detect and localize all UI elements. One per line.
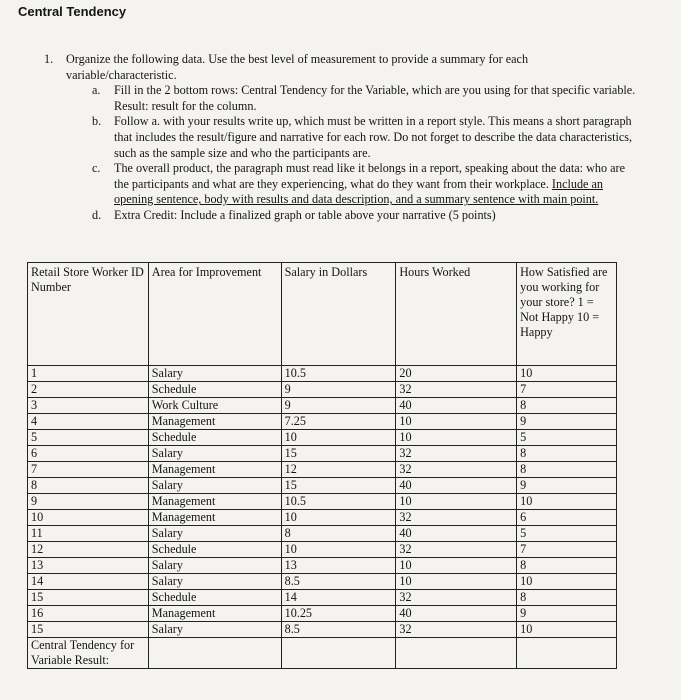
cell-area: Schedule (148, 590, 281, 606)
table-row (28, 510, 617, 526)
cell-worker-id: 2 (28, 382, 149, 398)
item-text: Follow a. with your results write up, which must be written in a report style. This means a short paragraph that includes the result/figure and narrative for each row. Do not forget to describe the data characteristics, such as the sample size and who the participants are. (114, 114, 633, 160)
table-row (28, 542, 617, 558)
header-salary: Salary in Dollars (281, 263, 396, 366)
cell-hours: 40 (396, 478, 517, 494)
item-text (114, 161, 640, 208)
cell-worker-id: 1 (28, 366, 149, 382)
question-number: 1. (44, 52, 54, 66)
cell-satisfaction: 10 (517, 366, 617, 382)
instruction-item-c (92, 161, 640, 208)
cell-hours: 40 (396, 398, 517, 414)
cell-salary: 13 (281, 558, 396, 574)
item-text-plain: The overall product, the paragraph must read like it belongs in a report, speaking about the data: who are the participants and what are they experiencing, what do they want from their workplace. (114, 161, 626, 191)
cell-hours: 32 (396, 510, 517, 526)
cell-salary: 8.5 (281, 574, 396, 590)
cell-hours: 10 (396, 430, 517, 446)
item-text-underlined: Include an opening sentence, body with results and data description, and a summary sentence with main point. (114, 176, 604, 207)
table-row (28, 574, 617, 590)
cell-area: Schedule (148, 382, 281, 398)
cell-satisfaction: 8 (517, 398, 617, 414)
cell-hours: 32 (396, 590, 517, 606)
cell-hours: 10 (396, 414, 517, 430)
header-satisfaction: How Satisfied are you working for your store? 1 = Not Happy 10 = Happy (517, 263, 617, 366)
ct-salary-cell (281, 638, 396, 669)
cell-salary: 10 (281, 542, 396, 558)
cell-area: Salary (148, 622, 281, 638)
cell-worker-id: 11 (28, 526, 149, 542)
cell-area: Salary (148, 558, 281, 574)
table-header-row (28, 263, 617, 366)
cell-area: Salary (148, 478, 281, 494)
cell-area: Work Culture (148, 398, 281, 414)
cell-area: Salary (148, 366, 281, 382)
cell-salary: 10.25 (281, 606, 396, 622)
item-text: Extra Credit: Include a finalized graph or table above your narrative (5 points) (114, 207, 496, 222)
table-row (28, 606, 617, 622)
cell-satisfaction: 5 (517, 526, 617, 542)
cell-satisfaction: 7 (517, 542, 617, 558)
cell-area: Management (148, 510, 281, 526)
instruction-item-b (92, 114, 640, 161)
cell-salary: 9 (281, 382, 396, 398)
cell-worker-id: 5 (28, 430, 149, 446)
item-letter: b. (92, 114, 102, 129)
cell-area: Schedule (148, 542, 281, 558)
cell-worker-id: 14 (28, 574, 149, 590)
table-row (28, 462, 617, 478)
cell-worker-id: 6 (28, 446, 149, 462)
cell-salary: 15 (281, 478, 396, 494)
cell-worker-id: 3 (28, 398, 149, 414)
central-tendency-row (28, 638, 617, 669)
cell-area: Management (148, 494, 281, 510)
cell-hours: 32 (396, 382, 517, 398)
table-row (28, 398, 617, 414)
cell-hours: 40 (396, 526, 517, 542)
cell-worker-id: 9 (28, 494, 149, 510)
cell-satisfaction: 10 (517, 494, 617, 510)
question-text: Organize the following data. Use the best level of measurement to provide a summary for each variable/characteristic. (66, 52, 529, 82)
item-letter: d. (92, 207, 102, 222)
cell-satisfaction: 8 (517, 590, 617, 606)
header-hours: Hours Worked (396, 263, 517, 366)
cell-hours: 10 (396, 574, 517, 590)
cell-worker-id: 15 (28, 590, 149, 606)
cell-area: Management (148, 606, 281, 622)
cell-satisfaction: 8 (517, 462, 617, 478)
cell-area: Salary (148, 574, 281, 590)
instruction-item-d (92, 208, 640, 224)
cell-salary: 8 (281, 526, 396, 542)
cell-salary: 10.5 (281, 366, 396, 382)
cell-satisfaction: 6 (517, 510, 617, 526)
cell-salary: 10 (281, 430, 396, 446)
cell-satisfaction: 9 (517, 606, 617, 622)
cell-salary: 8.5 (281, 622, 396, 638)
cell-worker-id: 4 (28, 414, 149, 430)
cell-satisfaction: 8 (517, 446, 617, 462)
cell-hours: 20 (396, 366, 517, 382)
cell-salary: 7.25 (281, 414, 396, 430)
cell-worker-id: 8 (28, 478, 149, 494)
cell-satisfaction: 10 (517, 622, 617, 638)
table-row (28, 478, 617, 494)
cell-hours: 10 (396, 494, 517, 510)
cell-satisfaction: 9 (517, 478, 617, 494)
question-1 (44, 52, 640, 83)
cell-satisfaction: 7 (517, 382, 617, 398)
ct-satisfaction-cell (517, 638, 617, 669)
cell-salary: 9 (281, 398, 396, 414)
header-worker-id: Retail Store Worker ID Number (28, 263, 149, 366)
cell-area: Schedule (148, 430, 281, 446)
table-row (28, 494, 617, 510)
item-letter: a. (92, 83, 101, 98)
cell-area: Salary (148, 446, 281, 462)
page-title: Central Tendency (18, 4, 127, 19)
cell-hours: 32 (396, 462, 517, 478)
cell-salary: 12 (281, 462, 396, 478)
table-row (28, 622, 617, 638)
cell-salary: 10.5 (281, 494, 396, 510)
ct-hours-cell (396, 638, 517, 669)
table-row (28, 382, 617, 398)
central-tendency-label: Central Tendency for Variable Result: (28, 638, 149, 669)
header-area: Area for Improvement (148, 263, 281, 366)
cell-satisfaction: 9 (517, 414, 617, 430)
table-row (28, 446, 617, 462)
cell-salary: 14 (281, 590, 396, 606)
item-letter: c. (92, 161, 101, 176)
cell-worker-id: 7 (28, 462, 149, 478)
table-row (28, 414, 617, 430)
data-table (27, 262, 617, 669)
cell-satisfaction: 8 (517, 558, 617, 574)
table-row (28, 430, 617, 446)
cell-hours: 40 (396, 606, 517, 622)
item-text: Fill in the 2 bottom rows: Central Tendency for the Variable, which are you using for that specific variable. Result: result for the column. (114, 83, 636, 113)
cell-worker-id: 12 (28, 542, 149, 558)
cell-hours: 32 (396, 542, 517, 558)
table-row (28, 558, 617, 574)
cell-area: Management (148, 462, 281, 478)
cell-satisfaction: 10 (517, 574, 617, 590)
table-row (28, 366, 617, 382)
table-row (28, 590, 617, 606)
cell-area: Salary (148, 526, 281, 542)
ct-area-cell (148, 638, 281, 669)
cell-satisfaction: 5 (517, 430, 617, 446)
cell-area: Management (148, 414, 281, 430)
cell-hours: 10 (396, 558, 517, 574)
cell-salary: 15 (281, 446, 396, 462)
cell-hours: 32 (396, 622, 517, 638)
cell-worker-id: 15 (28, 622, 149, 638)
cell-worker-id: 10 (28, 510, 149, 526)
instruction-item-a (92, 83, 640, 114)
instructions (44, 52, 640, 224)
table-row (28, 526, 617, 542)
cell-salary: 10 (281, 510, 396, 526)
cell-worker-id: 16 (28, 606, 149, 622)
cell-worker-id: 13 (28, 558, 149, 574)
cell-hours: 32 (396, 446, 517, 462)
data-table-body (28, 263, 617, 669)
